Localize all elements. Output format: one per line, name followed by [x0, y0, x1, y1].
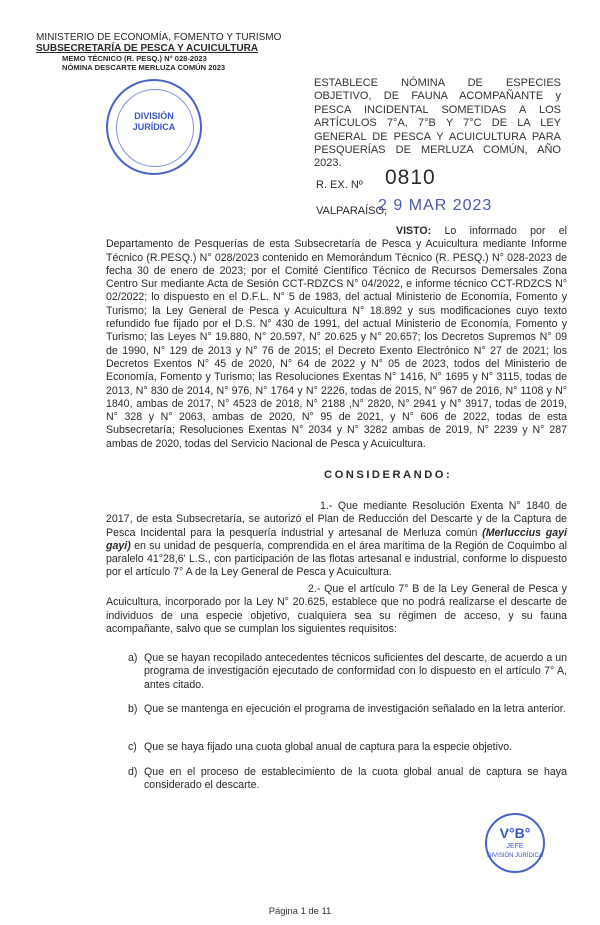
resolution-title: ESTABLECE NÓMINA DE ESPECIES OBJETIVO, DE FAUNA ACOMPAÑANTE y PESCA INCIDENTAL SOMETIDAS A LOS ARTÍCULOS 7°A, 7°B Y 7°C DE LA LEY GENERAL DE PESCA Y ACUICULTURA PARA PESQUERÍAS DE MERLUZA COMÚN, AÑO 2023. — [314, 77, 561, 170]
resolution-label: R. EX. Nº — [316, 179, 363, 191]
vobo-sub: JEFE — [506, 843, 524, 850]
date-stamp: 2 9 MAR 2023 — [378, 197, 493, 214]
list-text: Que en el proceso de establecimiento de la cuota global anual de captura se haya considerado el descarte. — [144, 766, 567, 792]
list-text: Que se hayan recopilado antecedentes técnicos suficientes del descarte, de acuerdo a un programa de investigación ejecutado de conformidad con lo dispuesto en el artículo 7° A, antes citado. — [144, 652, 567, 691]
letterhead — [36, 33, 281, 72]
visto-section — [106, 225, 567, 451]
list-marker: a) — [128, 652, 138, 664]
list-text: Que se haya fijado una cuota global anual de captura para la especie objetivo. — [144, 741, 513, 753]
list-text: Que se mantenga en ejecución el programa de investigación señalado en la letra anterior. — [144, 703, 566, 715]
vobo-ring: DIVISIÓN JURÍDICA — [487, 853, 543, 859]
vobo-seal — [485, 813, 545, 873]
stamp-line-1: DIVISIÓN — [134, 111, 174, 121]
list-item — [128, 741, 567, 754]
stamp-line-2: JURÍDICA — [132, 122, 176, 132]
list-marker: c) — [128, 741, 137, 753]
p1-lead: 1.- Que mediante Resolución Exenta N° 1840 de — [320, 500, 567, 512]
page-number: Página 1 de 11 — [268, 905, 332, 916]
p1-body-a: 2017, de esta Subsecretaría, se autorizó el Plan de Reducción del Descarte y de la Captura de Pesca Incidental para la pesquería industrial y artesanal de Merluza común — [106, 513, 567, 539]
ministry-name: MINISTERIO DE ECONOMÍA, FOMENTO Y TURISMO — [36, 32, 282, 43]
memo-reference: MEMO TÉCNICO (R. PESQ.) N° 028-2023 — [62, 54, 207, 64]
list-item — [128, 703, 567, 716]
visto-lead: Lo informado por el Departamento de — [106, 225, 567, 251]
considerando-paragraph-2 — [106, 583, 567, 636]
subsecretaria-name: SUBSECRETARÍA DE PESCA Y ACUICULTURA — [36, 42, 259, 54]
visto-label: VISTO: — [396, 225, 432, 237]
list-marker: b) — [128, 703, 138, 715]
resolution-number: 0810 — [385, 166, 436, 189]
species-name: (Merluccius gayi gayi) — [106, 526, 567, 552]
place-label: VALPARAÍSO, — [316, 205, 388, 217]
vobo-mark: V°B° — [499, 825, 531, 841]
list-item — [128, 766, 567, 793]
nomina-reference: NÓMINA DESCARTE MERLUZA COMÚN 2023 — [62, 63, 226, 73]
considerando-heading: CONSIDERANDO: — [324, 469, 453, 481]
p2-lead: 2.- Que el artículo 7° B de la Ley General de — [308, 583, 525, 595]
list-item — [128, 652, 567, 692]
p2-body: Pesca y Acuicultura, incorporado por la Ley N° 20.625, establece que no podrá realizarse el descarte de individuos de una especie objetivo, cualquiera sea su régimen de acceso, y su fauna acompañante, salvo que se cumplan los siguientes requisitos: — [106, 583, 567, 635]
visto-body: Pesquerías de esta Subsecretaría de Pesca y Acuicultura mediante Informe Técnico (R.PESQ.) N° 028/2023 contenido en Memorándum Técnico (R. PESQ.) N° 028-2023 de fecha 30 de enero de 2023; por el Comité Científico Técnico de Recursos Demersales Zona Centro Sur mediante Acta de Sesión CCT-RDZCS N° 04/2022, e informe técnico CCT-RDZCS N° 02/2022; lo dispuesto en el D.F.L. N° 5 de 1983, del actual Ministerio de Economía, Fomento y Turismo; la Ley General de Pesca y Acuicultura N° 18.892 y sus modificaciones cuyo texto refundido fue fijado por el D.S. N° 430 de 1991, del actual Ministerio de Economía, Fomento y Turismo; las Leyes N° 19.880, N° 20.597, N° 20.625 y N° 20.657; los Decretos Supremos N° 09 de 1990, N° 129 de 2013 y N° 76 de 2015; el Decreto Exento Electrónico N° 27 de 2021; los Decretos Exentos N° 45 de 2020, N° 64 de 2022 y N° 05 de 2023, todos del Ministerio de Economía, Fomento y Turismo; las Resoluciones Exentas N° 1416, N° 1695 y N° 3115, todas de 2013, N° 830 de 2014, N° 976, N° 1764 y N° 2226, todas de 2015, N° 967 de 2016, N° 1108 y N° 1840, ambas de 2017, N° 4523 de 2018, N° 2188 ,N° 2820, N° 2941 y N° 3917, todas de 2019, N° 328 y N° 2063, ambas de 2020, N° 95 de 2021, y N° 606 de 2022, todas de esta Subsecretaría; Resoluciones Exentas N° 2034 y N° 3282 ambas de 2019, N° 2239 y N° 287 ambas de 2020, todas del Servicio Nacional de Pesca y Acuicultura. — [106, 238, 567, 450]
list-marker: d) — [128, 766, 138, 778]
division-juridica-stamp — [106, 79, 202, 175]
p1-body-b: en su unidad de pesquería, comprendida en el área marítima de la Región de Coquimbo al paralelo 41°28,6' L.S., con participación de las flotas artesanal e industrial, conforme lo dispuesto por el artículo 7° A de la Ley General de Pesca y Acuicultura. — [106, 539, 567, 579]
considerando-paragraph-1 — [106, 500, 567, 580]
